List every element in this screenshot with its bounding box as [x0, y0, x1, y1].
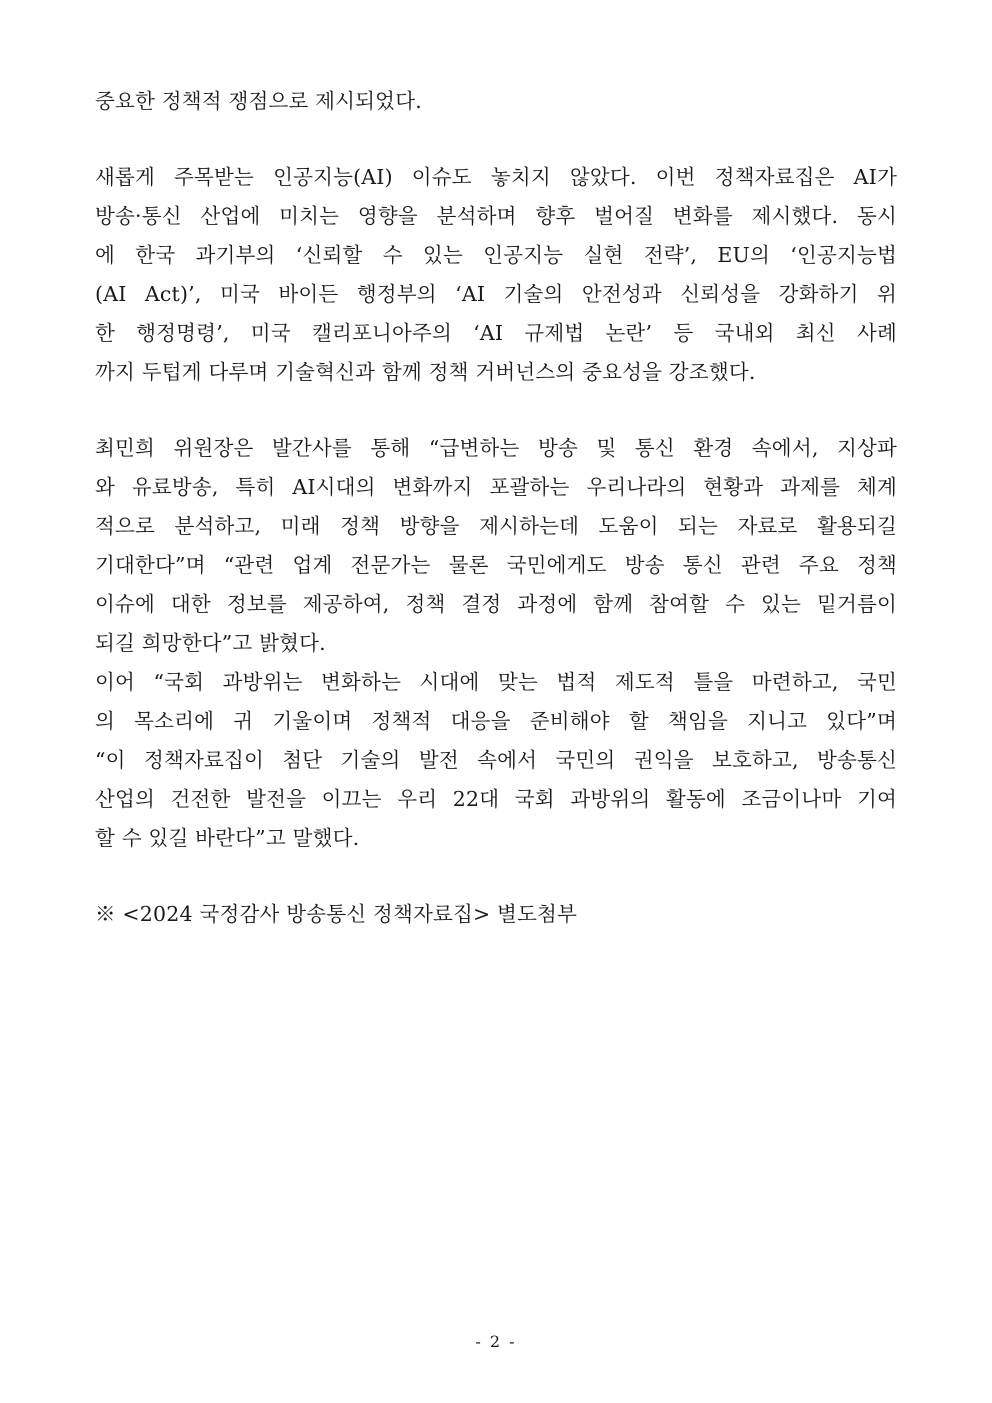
paragraph-gap: [95, 121, 897, 158]
text-line: 이슈에 대한 정보를 제공하여, 정책 결정 과정에 함께 참여할 수 있는 밑거름이: [95, 592, 897, 616]
paragraph-gap: [95, 392, 897, 429]
text-line: 할 수 있길 바란다”고 말했다.: [95, 826, 360, 850]
text-line: 의 목소리에 귀 기울이며 정책적 대응을 준비해야 할 책임을 지니고 있다”며: [95, 709, 897, 733]
text-line: 최민희 위원장은 발간사를 통해 “급변하는 방송 및 통신 환경 속에서, 지상파: [95, 436, 897, 460]
text-line: (AI Act)’, 미국 바이든 행정부의 ‘AI 기술의 안전성과 신뢰성을 강화하기 위: [95, 282, 897, 306]
document-body: [95, 82, 897, 934]
text-line: “이 정책자료집이 첨단 기술의 발전 속에서 국민의 권익을 보호하고, 방송통신: [95, 748, 897, 772]
text-line: 기대한다”며 “관련 업계 전문가는 물론 국민에게도 방송 통신 관련 주요 정책: [95, 553, 897, 577]
paragraph-gap: [95, 858, 897, 895]
text-line: 방송·통신 산업에 미치는 영향을 분석하며 향후 벌어질 변화를 제시했다. 동시: [95, 204, 897, 228]
text-line: 산업의 건전한 발전을 이끄는 우리 22대 국회 과방위의 활동에 조금이나마 기여: [95, 787, 897, 811]
page-number: - 2 -: [475, 1332, 517, 1351]
text-line: 까지 두텁게 다루며 기술혁신과 함께 정책 거버넌스의 중요성을 강조했다.: [95, 360, 756, 384]
text-line: 와 유료방송, 특히 AI시대의 변화까지 포괄하는 우리나라의 현황과 과제를 체계: [95, 475, 897, 499]
text-line: 새롭게 주목받는 인공지능(AI) 이슈도 놓치지 않았다. 이번 정책자료집은 AI가: [95, 165, 897, 189]
paragraph-chair-remarks: [95, 429, 897, 663]
paragraph-ai-issues: [95, 158, 897, 392]
paragraph-policy-issues: [95, 82, 897, 121]
text-line: 한 행정명령’, 미국 캘리포니아주의 ‘AI 규제법 논란’ 등 국내외 최신 사례: [95, 321, 897, 345]
text-line: 이어 “국회 과방위는 변화하는 시대에 맞는 법적 제도적 틀을 마련하고, 국민: [95, 670, 897, 694]
attachment-note-text: ※ <2024 국정감사 방송통신 정책자료집> 별도첨부: [95, 902, 578, 926]
paragraph-committee-remarks: [95, 663, 897, 858]
attachment-note: [95, 895, 897, 934]
text-line: 되길 희망한다”고 밝혔다.: [95, 631, 326, 655]
text-line: 적으로 분석하고, 미래 정책 방향을 제시하는데 도움이 되는 자료로 활용되길: [95, 514, 897, 538]
text-line: 에 한국 과기부의 ‘신뢰할 수 있는 인공지능 실현 전략’, EU의 ‘인공지능법: [95, 243, 897, 267]
text-line: 중요한 정책적 쟁점으로 제시되었다.: [95, 89, 422, 113]
